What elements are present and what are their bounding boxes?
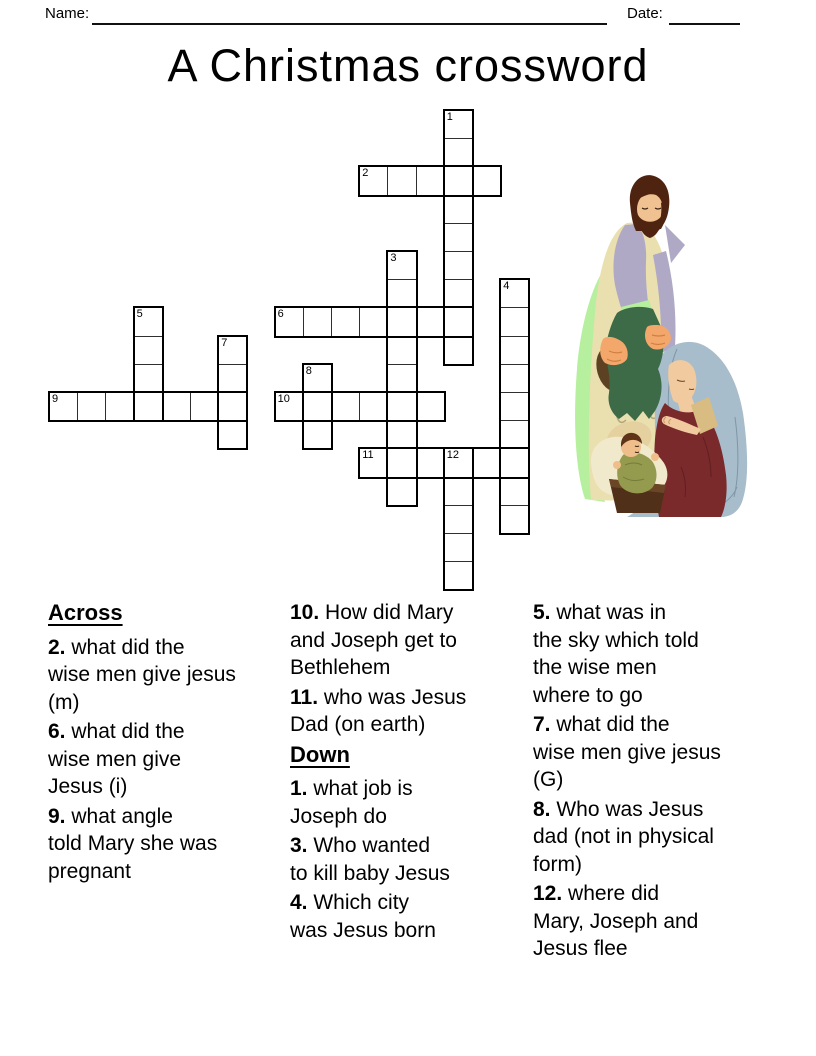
grid-cell[interactable] xyxy=(218,364,247,393)
clue: 2. what did the wise men give jesus (m) xyxy=(48,635,236,714)
grid-cell[interactable] xyxy=(444,279,473,308)
grid-cell[interactable] xyxy=(359,307,388,336)
grid-cell[interactable] xyxy=(472,448,501,477)
grid-cell[interactable] xyxy=(444,505,473,534)
clue-list-heading: Down xyxy=(290,741,350,767)
grid-cell[interactable] xyxy=(331,307,360,336)
clue: 9. what angle told Mary she was pregnant xyxy=(48,804,218,883)
grid-cell[interactable] xyxy=(387,166,416,195)
grid-cell[interactable] xyxy=(331,392,360,421)
grid-cell[interactable] xyxy=(444,477,473,506)
grid-cell[interactable] xyxy=(444,561,473,590)
clue: 8. Who was Jesus dad (not in physical form) xyxy=(533,797,714,876)
grid-cell[interactable] xyxy=(416,166,445,195)
grid-cell[interactable] xyxy=(134,364,163,393)
cell-number: 12 xyxy=(446,449,460,462)
clue-column xyxy=(533,599,721,965)
clue-column xyxy=(48,599,236,887)
clue: 4. Which city was Jesus born xyxy=(290,891,436,942)
grid-cell[interactable] xyxy=(303,392,332,421)
grid-cell[interactable] xyxy=(218,392,247,421)
grid-cell[interactable] xyxy=(387,477,416,506)
grid-cell[interactable] xyxy=(387,364,416,393)
clue-list-heading: Across xyxy=(48,600,123,625)
grid-cell[interactable] xyxy=(303,307,332,336)
crossword-grid xyxy=(49,110,531,592)
clue: 12. where did Mary, Joseph and Jesus flee xyxy=(533,882,699,960)
clue: 5. what was in the sky which told the wise men where to go xyxy=(533,601,699,707)
cell-number: 8 xyxy=(305,364,312,377)
grid-cell[interactable] xyxy=(500,420,529,449)
grid-cell[interactable] xyxy=(162,392,191,421)
grid-cell[interactable] xyxy=(500,505,529,534)
grid-cell[interactable] xyxy=(500,336,529,365)
cell-number: 1 xyxy=(446,111,453,123)
clue: 10. How did Mary and Joseph get to Bethlehem xyxy=(290,601,457,679)
name-label: Name: xyxy=(45,5,90,22)
cell-number: 4 xyxy=(503,280,510,293)
clue: 6. what did the wise men give Jesus (i) xyxy=(48,720,185,798)
clue: 1. what job is Joseph do xyxy=(290,777,413,828)
cell-number: 9 xyxy=(52,393,59,405)
grid-cell[interactable] xyxy=(387,336,416,365)
cell-number: 6 xyxy=(277,308,284,321)
date-blank-line[interactable] xyxy=(669,5,740,25)
grid-cell[interactable] xyxy=(387,420,416,449)
grid-cell[interactable] xyxy=(416,307,445,336)
grid-cell[interactable] xyxy=(387,448,416,477)
grid-cell[interactable] xyxy=(134,336,163,365)
grid-cell[interactable] xyxy=(444,307,473,336)
grid-cell[interactable] xyxy=(500,364,529,393)
grid-cell[interactable] xyxy=(303,420,332,449)
grid-cell[interactable] xyxy=(444,166,473,195)
grid-cell[interactable] xyxy=(387,307,416,336)
grid-cell[interactable] xyxy=(444,223,473,252)
grid-cell[interactable] xyxy=(77,392,106,421)
cell-number: 11 xyxy=(362,449,374,462)
grid-cell[interactable] xyxy=(359,392,388,421)
grid-cell[interactable] xyxy=(500,392,529,421)
grid-cell[interactable] xyxy=(105,392,134,421)
cell-number: 2 xyxy=(362,167,369,180)
cell-number: 3 xyxy=(390,252,397,264)
grid-cell[interactable] xyxy=(416,392,445,421)
grid-cell[interactable] xyxy=(500,448,529,477)
grid-cell[interactable] xyxy=(387,279,416,308)
nativity-illustration xyxy=(565,167,761,519)
grid-cell[interactable] xyxy=(218,420,247,449)
clue: 3. Who wanted to kill baby Jesus xyxy=(290,834,450,885)
grid-cell[interactable] xyxy=(444,251,473,280)
grid-cell[interactable] xyxy=(387,392,416,421)
cell-number: 7 xyxy=(221,336,228,349)
grid-cell[interactable] xyxy=(190,392,219,421)
cell-number: 5 xyxy=(136,308,143,321)
grid-cell[interactable] xyxy=(444,533,473,562)
grid-cell[interactable] xyxy=(134,392,163,421)
grid-cell[interactable] xyxy=(444,195,473,224)
date-label: Date: xyxy=(627,5,663,22)
clue: 11. who was Jesus Dad (on earth) xyxy=(290,685,467,736)
grid-cell[interactable] xyxy=(416,448,445,477)
grid-cell[interactable] xyxy=(472,166,501,195)
cell-number: 10 xyxy=(277,393,290,405)
grid-cell[interactable] xyxy=(444,336,473,365)
page-title: A Christmas crossword xyxy=(167,40,649,91)
clue: 7. what did the wise men give jesus (G) xyxy=(533,713,721,791)
clue-column xyxy=(290,599,466,946)
grid-cell[interactable] xyxy=(500,307,529,336)
name-blank-line[interactable] xyxy=(92,5,607,25)
grid-cell[interactable] xyxy=(444,138,473,167)
grid-cell[interactable] xyxy=(500,477,529,506)
